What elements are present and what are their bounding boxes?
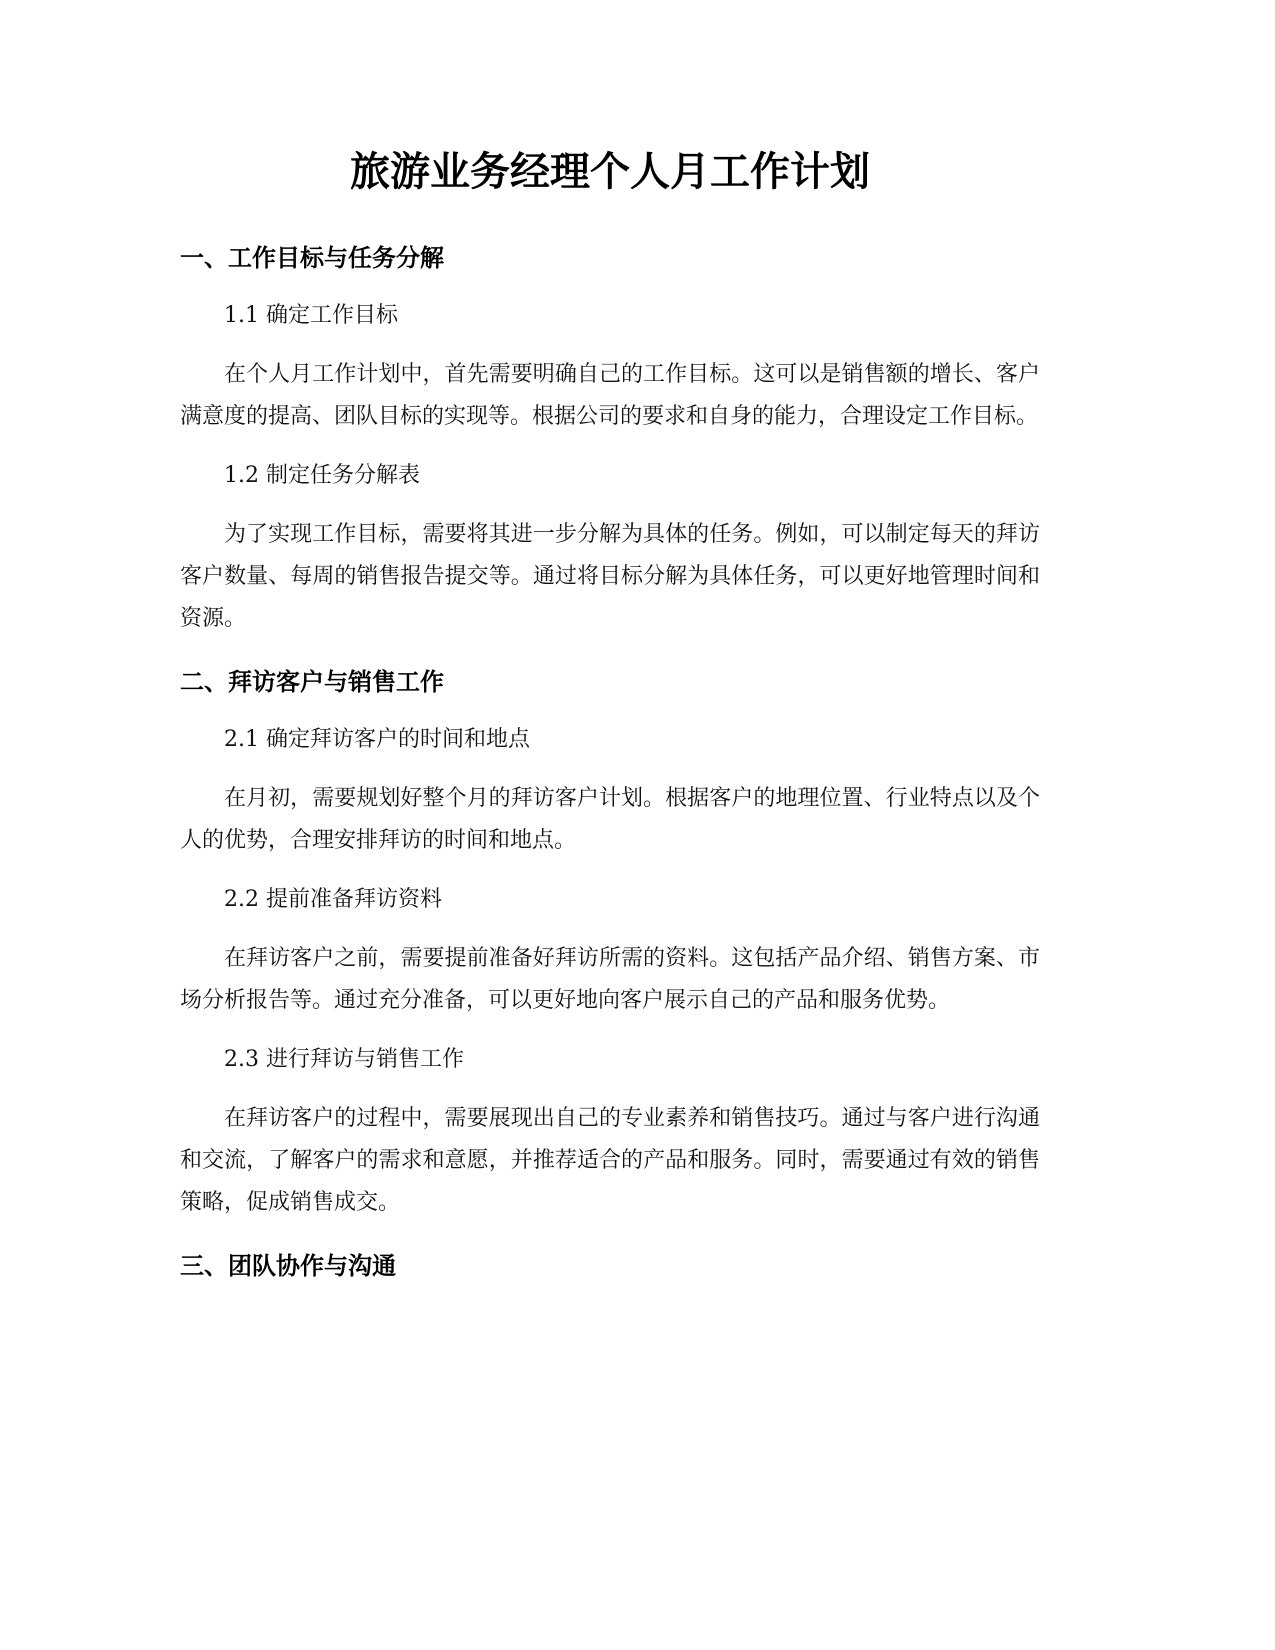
- paragraph-2-2: 在拜访客户之前，需要提前准备好拜访所需的资料。这包括产品介绍、销售方案、市场分析报告等。通过充分准备，可以更好地向客户展示自己的产品和服务优势。: [180, 946, 1040, 1013]
- subheading-1-1: 1.1 确定工作目标: [224, 303, 398, 328]
- paragraph-1-1: 在个人月工作计划中，首先需要明确自己的工作目标。这可以是销售额的增长、客户满意度的提高、团队目标的实现等。根据公司的要求和自身的能力，合理设定工作目标。: [180, 362, 1040, 429]
- section-heading-3: 三、团队协作与沟通: [180, 1252, 396, 1280]
- subheading-2-1: 2.1 确定拜访客户的时间和地点: [224, 727, 530, 752]
- document-body: [180, 140, 1040, 1286]
- paragraph-2-1: 在月初，需要规划好整个月的拜访客户计划。根据客户的地理位置、行业特点以及个人的优势，合理安排拜访的时间和地点。: [180, 786, 1040, 853]
- paragraph-2-3: 在拜访客户的过程中，需要展现出自己的专业素养和销售技巧。通过与客户进行沟通和交流，了解客户的需求和意愿，并推荐适合的产品和服务。同时，需要通过有效的销售策略，促成销售成交。: [180, 1106, 1040, 1215]
- subheading-2-3: 2.3 进行拜访与销售工作: [224, 1047, 464, 1072]
- paragraph-1-2: 为了实现工作目标，需要将其进一步分解为具体的任务。例如，可以制定每天的拜访客户数量、每周的销售报告提交等。通过将目标分解为具体任务，可以更好地管理时间和资源。: [180, 522, 1040, 631]
- document-title: 旅游业务经理个人月工作计划: [350, 149, 870, 195]
- section-heading-1: 一、工作目标与任务分解: [180, 244, 444, 272]
- subheading-1-2: 1.2 制定任务分解表: [224, 463, 420, 488]
- subheading-2-2: 2.2 提前准备拜访资料: [224, 887, 442, 912]
- section-heading-2: 二、拜访客户与销售工作: [180, 668, 444, 696]
